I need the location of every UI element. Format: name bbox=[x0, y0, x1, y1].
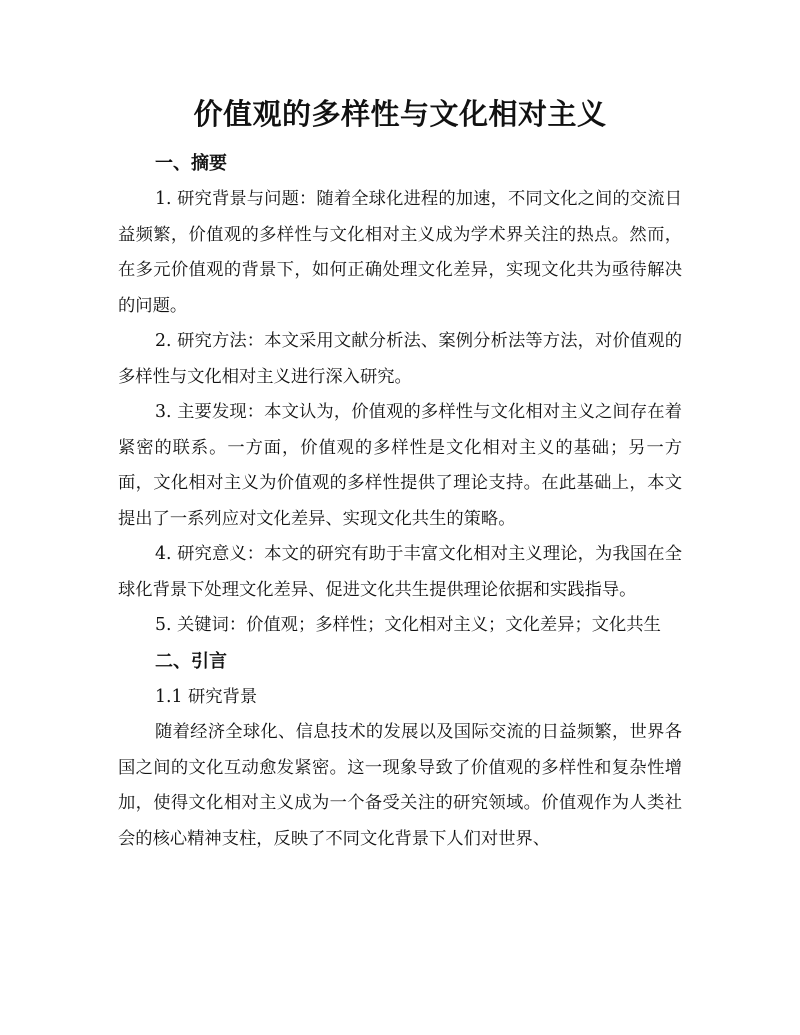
section-heading-abstract: 一、摘要 bbox=[155, 153, 227, 174]
subsection-heading-background: 1.1 研究背景 bbox=[155, 686, 258, 707]
abstract-paragraph-significance: 4. 研究意义：本文的研究有助于丰富文化相对主义理论，为我国在全球化背景下处理文化差异、促进文化共生提供理论依据和实践指导。 bbox=[118, 544, 682, 600]
section-heading-introduction: 二、引言 bbox=[155, 650, 227, 672]
introduction-paragraph: 随着经济全球化、信息技术的发展以及国际交流的日益频繁，世界各国之间的文化互动愈发紧密。这一现象导致了价值观的多样性和复杂性增加，使得文化相对主义成为一个备受关注的研究领域。价值观作为人类社会的核心精神支柱，反映了不同文化背景下人们对世界、 bbox=[118, 722, 682, 849]
document-title: 价值观的多样性与文化相对主义 bbox=[193, 97, 607, 131]
abstract-paragraph-keywords: 5. 关键词：价值观；多样性；文化相对主义；文化差异；文化共生 bbox=[155, 615, 661, 635]
abstract-paragraph-method: 2. 研究方法：本文采用文献分析法、案例分析法等方法，对价值观的多样性与文化相对主义进行深入研究。 bbox=[118, 331, 682, 387]
abstract-paragraph-findings: 3. 主要发现：本文认为，价值观的多样性与文化相对主义之间存在着紧密的联系。一方面，价值观的多样性是文化相对主义的基础；另一方面，文化相对主义为价值观的多样性提供了理论支持。在此基础上，本文提出了一系列应对文化差异、实现文化共生的策略。 bbox=[118, 402, 682, 529]
abstract-paragraph-background: 1. 研究背景与问题：随着全球化进程的加速，不同文化之间的交流日益频繁，价值观的多样性与文化相对主义成为学术界关注的热点。然而，在多元价值观的背景下，如何正确处理文化差异，实现文化共为亟待解决的问题。 bbox=[118, 189, 682, 316]
